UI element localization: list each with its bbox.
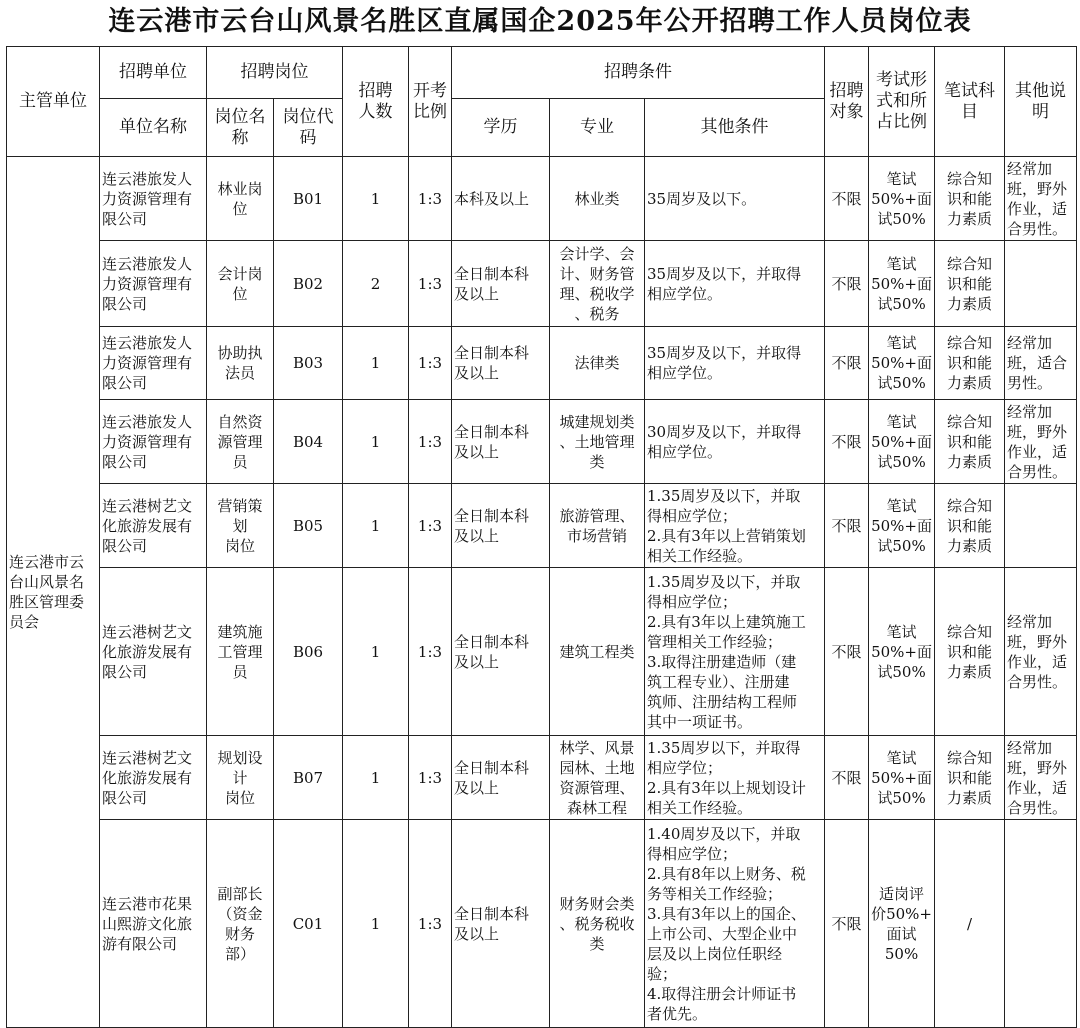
table-row: [7, 327, 1077, 400]
table-row: [7, 400, 1077, 484]
major: 会计学、会 计、财务管 理、税收学 、税务: [559, 244, 635, 323]
table-row: [7, 820, 1077, 1028]
recruit-target: 不限: [831, 274, 862, 293]
recruit-target: 不限: [831, 642, 862, 661]
table-row: [7, 241, 1077, 327]
table-row: [7, 568, 1077, 736]
post-name: 林业岗 位: [217, 179, 263, 218]
post-name: 会计岗 位: [217, 264, 263, 303]
written-subject: 综合知 识和能 力素质: [947, 254, 993, 313]
table-row: [7, 484, 1077, 568]
post-code: B02: [292, 274, 324, 293]
recruit-count: 1: [370, 432, 381, 451]
major: 建筑工程类: [559, 642, 635, 661]
recruit-count: 1: [370, 189, 381, 208]
other-conditions: 35周岁及以下，并取得 相应学位。: [647, 264, 802, 303]
exam-format: 笔试 50%+面 试50%: [871, 334, 932, 392]
header-post-name: 岗位名 称: [214, 106, 266, 148]
education: 本科及以上: [454, 189, 530, 208]
exam-ratio: 1:3: [417, 642, 443, 661]
exam-format: 笔试 50%+面 试50%: [871, 412, 932, 471]
written-subject: 综合知 识和能 力素质: [947, 334, 993, 392]
exam-ratio: 1:3: [417, 189, 443, 208]
education: 全日制本科 及以上: [454, 264, 530, 303]
other-conditions: 35周岁及以下，并取得 相应学位。: [647, 344, 802, 382]
header-exam: 考试形 式和所 占比例: [876, 70, 928, 132]
unit-name: 连云港旅发人 力资源管理有 限公司: [102, 169, 193, 228]
exam-ratio: 1:3: [417, 768, 443, 787]
other-conditions: 1.40周岁及以下，并取 得相应学位； 2.具有8年以上财务、税 务等相关工作经验； 3.具有3年以上的国企、 上市公司、大型企业中 层及以上岗位任职经 验； 4.取得注册会计师证书 者优先。: [647, 824, 806, 1023]
recruit-count: 1: [370, 768, 381, 787]
unit-name: 连云港旅发人 力资源管理有 限公司: [102, 412, 193, 471]
table-row: [7, 736, 1077, 820]
major: 林业类: [574, 189, 620, 208]
unit-name: 连云港旅发人 力资源管理有 限公司: [102, 334, 193, 392]
exam-ratio: 1:3: [417, 914, 443, 933]
unit-name: 连云港树艺文 化旅游发展有 限公司: [102, 748, 193, 807]
other-conditions: 1.35周岁及以下，并取 得相应学位； 2.具有3年以上营销策划 相关工作经验。: [647, 486, 806, 565]
written-subject: 综合知 识和能 力素质: [947, 169, 993, 228]
post-name: 营销策 划 岗位: [217, 496, 263, 555]
header-num: 招聘 人数: [358, 80, 393, 122]
written-subject: 综合知 识和能 力素质: [947, 748, 993, 807]
major: 旅游管理、 市场营销: [559, 506, 635, 545]
post-name: 规划设 计 岗位: [217, 748, 263, 807]
exam-format: 笔试 50%+面 试50%: [871, 622, 932, 681]
header-target: 招聘 对象: [829, 80, 864, 122]
post-code: B07: [292, 768, 324, 787]
post-code: C01: [292, 914, 324, 933]
education: 全日制本科 及以上: [454, 904, 530, 943]
other-conditions: 1.35周岁及以下，并取 得相应学位； 2.具有3年以上建筑施工 管理相关工作经验； 3.取得注册建造师（建 筑工程专业）、注册建 筑师、注册结构工程师 其中一项证书。: [647, 572, 806, 731]
exam-format: 笔试 50%+面 试50%: [871, 496, 932, 555]
unit-name: 连云港市花果 山熙游文化旅 游有限公司: [102, 894, 193, 953]
exam-format: 笔试 50%+面 试50%: [871, 254, 932, 313]
dept-name: 连云港市云 台山风景名 胜区管理委 员会: [9, 553, 85, 631]
post-name: 协助执 法员: [217, 344, 263, 382]
recruit-target: 不限: [831, 914, 862, 933]
recruit-count: 1: [370, 914, 381, 933]
header-major: 专业: [550, 99, 645, 157]
other-conditions: 35周岁及以下。: [647, 189, 757, 208]
other-notes: 经常加 班，适合 男性。: [1007, 334, 1068, 392]
major: 财务财会类 、税务税收 类: [559, 894, 635, 953]
education: 全日制本科 及以上: [454, 632, 530, 671]
major: 林学、风景 园林、土地 资源管理、 森林工程: [559, 738, 635, 817]
post-code: B01: [292, 189, 324, 208]
header-ratio: 开考 比例: [413, 80, 447, 122]
recruit-count: 1: [370, 516, 381, 535]
header-unit-group: 招聘单位: [100, 47, 207, 99]
post-code: B06: [292, 642, 324, 661]
recruit-target: 不限: [831, 516, 862, 535]
table-row: [7, 157, 1077, 241]
written-subject: /: [967, 914, 973, 933]
post-name: 副部长 （资金 财务 部）: [217, 884, 263, 963]
exam-format: 笔试 50%+面 试50%: [871, 748, 932, 807]
post-code: B04: [292, 432, 324, 451]
header-subject: 笔试科 目: [944, 80, 996, 122]
post-code: B05: [292, 516, 324, 535]
education: 全日制本科 及以上: [454, 344, 530, 382]
unit-name: 连云港旅发人 力资源管理有 限公司: [102, 254, 193, 313]
education: 全日制本科 及以上: [454, 422, 530, 461]
major: 城建规划类 、土地管理 类: [559, 412, 635, 471]
unit-name: 连云港树艺文 化旅游发展有 限公司: [102, 622, 193, 681]
header-cond-other: 其他条件: [645, 99, 825, 157]
exam-ratio: 1:3: [417, 516, 443, 535]
recruit-count: 1: [370, 354, 381, 372]
exam-format: 适岗评 价50%+ 面试 50%: [871, 884, 932, 963]
header-post-code: 岗位代 码: [282, 106, 334, 148]
major: 法律类: [574, 354, 620, 372]
recruit-target: 不限: [831, 432, 862, 451]
other-conditions: 30周岁及以下，并取得 相应学位。: [647, 422, 802, 461]
unit-name: 连云港树艺文 化旅游发展有 限公司: [102, 496, 193, 555]
header-unit-name: 单位名称: [100, 99, 207, 157]
education: 全日制本科 及以上: [454, 506, 530, 545]
recruit-target: 不限: [831, 189, 862, 208]
written-subject: 综合知 识和能 力素质: [947, 622, 993, 681]
other-notes: 经常加 班，野外 作业，适 合男性。: [1007, 612, 1068, 691]
post-name: 自然资 源管理 员: [217, 412, 263, 471]
header-other: 其他说 明: [1015, 80, 1067, 122]
exam-ratio: 1:3: [417, 274, 443, 293]
other-notes: 经常加 班，野外 作业，适 合男性。: [1007, 738, 1068, 817]
positions-table: [6, 46, 1077, 1028]
recruit-target: 不限: [831, 354, 862, 372]
header-post-group: 招聘岗位: [207, 47, 343, 99]
header-cond-group: 招聘条件: [452, 47, 825, 99]
other-conditions: 1.35周岁以下，并取得 相应学位； 2.具有3年以上规划设计 相关工作经验。: [647, 738, 806, 817]
education: 全日制本科 及以上: [454, 758, 530, 797]
other-notes: 经常加 班，野外 作业，适 合男性。: [1007, 402, 1068, 481]
written-subject: 综合知 识和能 力素质: [947, 412, 993, 471]
exam-ratio: 1:3: [417, 432, 443, 451]
header-dept: 主管单位: [7, 47, 100, 157]
other-notes: 经常加 班，野外 作业，适 合男性。: [1007, 159, 1068, 238]
post-code: B03: [292, 354, 324, 372]
recruit-count: 1: [370, 642, 381, 661]
page-title: 连云港市云台山风景名胜区直属国企2025年公开招聘工作人员岗位表: [108, 6, 972, 37]
exam-ratio: 1:3: [417, 354, 443, 372]
recruit-target: 不限: [831, 768, 862, 787]
header-edu: 学历: [452, 99, 550, 157]
post-name: 建筑施 工管理 员: [217, 622, 263, 681]
written-subject: 综合知 识和能 力素质: [947, 496, 993, 555]
exam-format: 笔试 50%+面 试50%: [871, 169, 932, 228]
recruit-count: 2: [370, 274, 381, 293]
